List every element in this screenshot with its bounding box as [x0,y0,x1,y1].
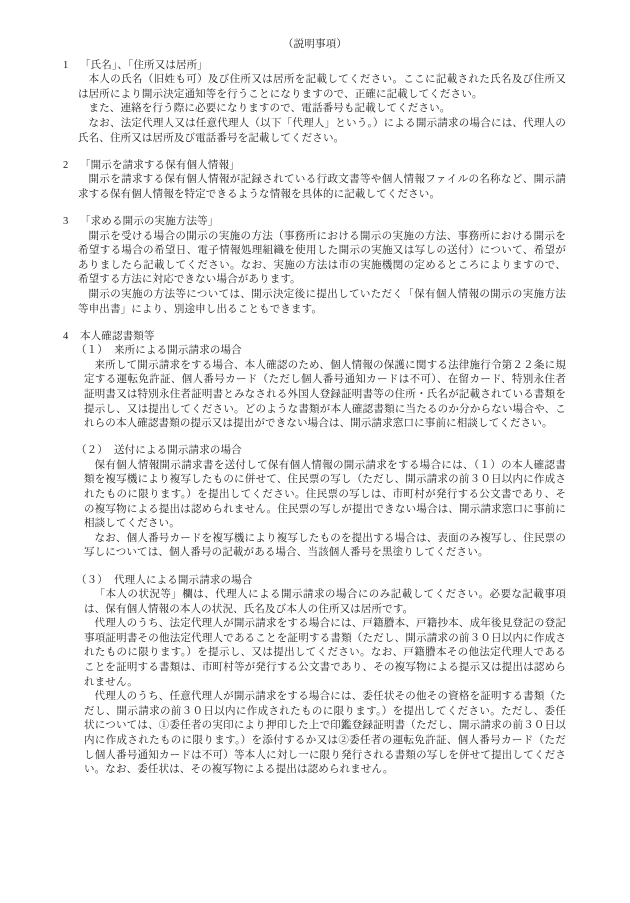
section-4-heading [0,330,630,345]
section-1 [0,59,630,147]
subsection-3-paragraph-1: 「本人の状況等」欄は、代理人による開示請求の場合にのみ記載してください。必要な記載事項は、保有個人情報の本人の状況、氏名及び本人の住所又は居所です。 [84,589,566,615]
subsection-2-heading [0,444,630,459]
subsection-3-heading-text: 代理人による開示請求の場合 [114,574,253,586]
section-3-paragraph-1: 開示を受ける場合の開示の実施の方法（事務所における開示の実施の方法、事務所における開示を希望する場合の希望日、電子情報処理組織を使用した開示の実施又は写しの送付）について、希望がありましたら記載してください。なお、実施の方法は市の実施機関の定めるところによりますので、希望する方法に対応できない場合があります。 [78,230,566,286]
section-1-heading [0,59,630,74]
section-4-subsection-1 [0,344,630,432]
subsection-3-number: （３） [76,574,108,586]
section-4 [0,330,630,778]
subsection-3-heading [0,574,630,589]
section-3-heading [0,215,630,230]
subsection-1-heading-text: 来所による開示請求の場合 [114,345,242,357]
section-3-number: 3 [63,215,69,227]
subsection-3-paragraph-3: 代理人のうち、任意代理人が開示請求をする場合には、委任状その他その資格を証明する書類（ただし、開示請求の前３０日以内に作成されたものに限ります。）を提出してください。ただし、委任状については、①委任者の実印により押印した上で印鑑登録証明書（ただし、開示請求の前３０日以内に作成されたものに限ります。）を添付するか又は②委任者の運転免許証、個人番号カード（ただし個人番号通知カードは不可）等本人に対し一に限り発行される書類の写しを併せて提出してください。なお、委任状は、その複写物による提出は認められません。 [84,691,566,776]
subsection-3-paragraph-2: 代理人のうち、法定代理人が開示請求をする場合には、戸籍謄本、戸籍抄本、成年後見登記の登記事項証明書その他法定代理人であることを証明する書類（ただし、開示請求の前３０日以内に作成されたものに限ります。）を提示し、又は提出してください。なお、戸籍謄本その他法定代理人であることを証明する書類は、市町村等が発行する公文書であり、その複写物による提示又は提出は認められません。 [84,618,566,688]
subsection-1-number: （１） [76,345,108,357]
section-3 [0,215,630,317]
section-1-heading-text: 「氏名」、「住所又は居所」 [80,59,208,71]
page-title: （説明事項） [282,39,348,50]
section-3-paragraph-2: 開示の実施の方法等については、開示決定後に提出していただく「保有個人情報の開示の実施方法等申出書」により、別途申し出ることもできます。 [78,288,566,315]
section-2-heading-text: 「開示を請求する保有個人情報」 [80,159,240,171]
subsection-2-number: （２） [76,445,108,457]
subsection-2-paragraph-1: 保有個人情報開示請求書を送付して保有個人情報の開示請求をする場合には、（１）の本人確認書類を複写機により複写したものに併せて、住民票の写し（ただし、開示請求の前３０日以内に作成されたものに限ります。）を提出してください。住民票の写しは、市町村が発行する公文書であり、その複写物による提出は認められません。住民票の写しが提出できない場合は、開示請求窓口に事前に相談してください。 [84,459,566,530]
subsection-1-heading [0,344,630,359]
section-3-heading-text: 「求める開示の実施方法等」 [80,215,219,227]
section-4-subsection-3 [0,574,630,778]
section-2-number: 2 [63,159,69,171]
section-1-paragraph-3: なお、法定代理人又は任意代理人（以下「代理人」という。）による開示請求の場合には、代理人の氏名、住所又は居所及び電話番号を記載してください。 [78,117,566,144]
section-1-paragraph-2: また、連絡を行う際に必要になりますので、電話番号も記載してください。 [88,103,451,115]
section-2 [0,159,630,203]
section-1-number: 1 [63,59,69,71]
subsection-2-heading-text: 送付による開示請求の場合 [114,445,242,457]
section-1-paragraph-1: 本人の氏名（旧姓も可）及び住所又は居所を記載してください。ここに記載された氏名及び住所又は居所により開示決定通知等を行うことになりますので、正確に記載してください。 [78,74,566,100]
subsection-2-paragraph-2: なお、個人番号カードを複写機により複写したものを提出する場合は、表面のみ複写し、住民票の写しについては、個人番号の記載がある場合、当該個人番号を黒塗りしてください。 [84,532,566,559]
section-4-subsection-2 [0,444,630,561]
section-2-heading [0,159,630,174]
section-4-number: 4 [63,330,69,342]
section-4-heading-text: 本人確認書類等 [80,330,155,342]
section-2-paragraph-1: 開示を請求する保有個人情報が記録されている行政文書等や個人情報ファイルの名称など、開示請求する保有個人情報を特定できるような情報を具体的に記載してください。 [78,174,566,200]
subsection-1-paragraph-1: 来所して開示請求をする場合、本人確認のため、個人情報の保護に関する法律施行令第２２条に規定する運転免許証、個人番号カード（ただし個人番号通知カードは不可）、在留カード、特別永住者証明書又は特別永住者証明書とみなされる外国人登録証明書等の住所・氏名が記載されている書類を提示し、又は提出してください。どのような書類が本人確認書類に当たるのか分からない場合や、これらの本人確認書類の提示又は提出ができない場合は、開示請求窓口に事前に相談してください。 [84,359,566,430]
